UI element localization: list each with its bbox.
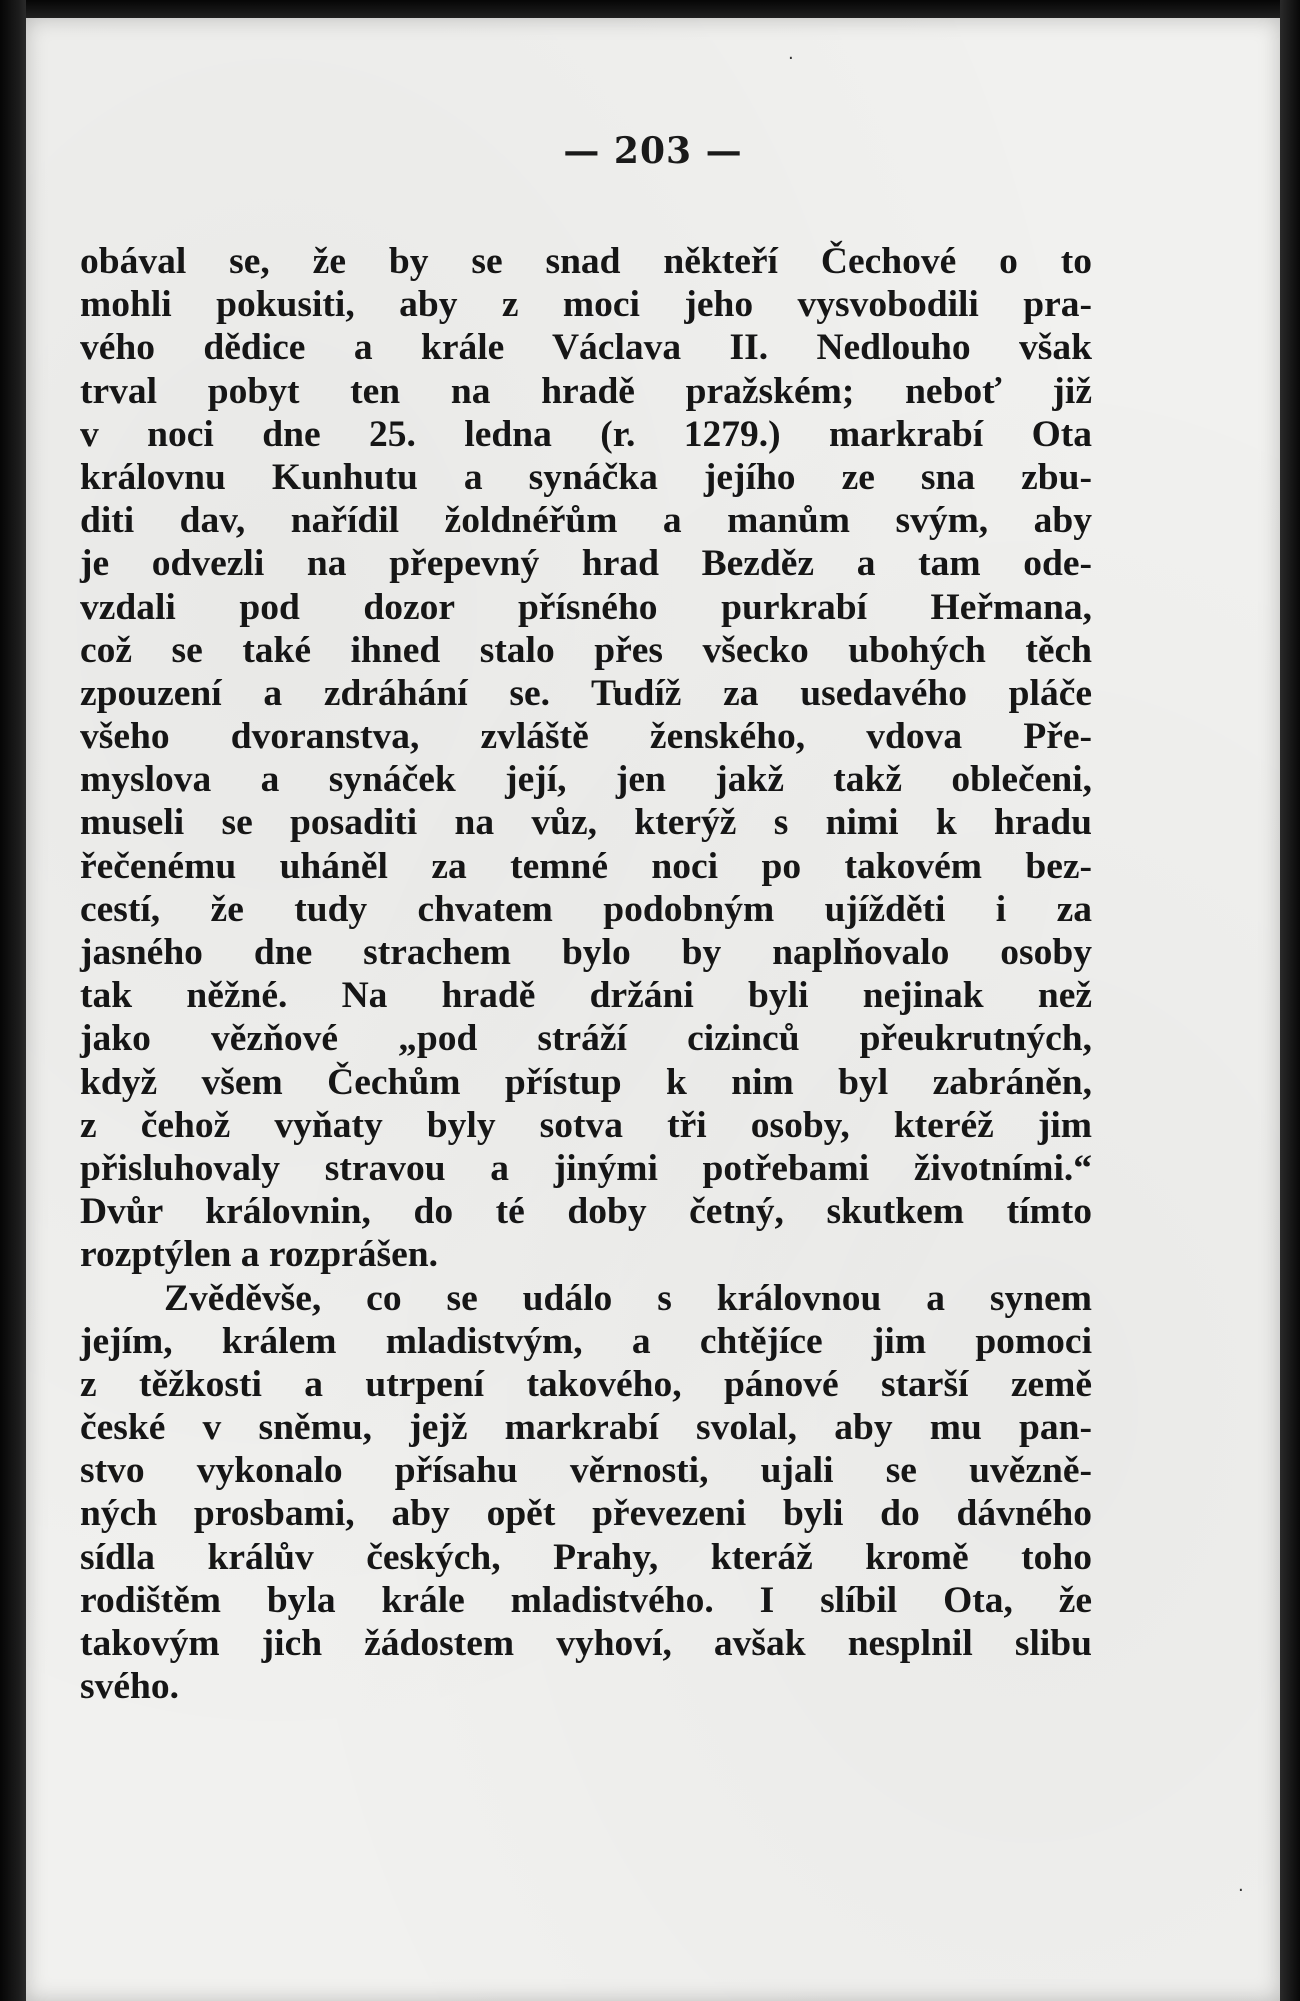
- text-line-30: ných prosbami, aby opět převezeni byli do dávného: [80, 1493, 1092, 1535]
- text-line-14: museli se posaditi na vůz, kterýž s nimi k hradu: [80, 802, 1092, 844]
- text-line-20: když všem Čechům přístup k nim byl zabráněn,: [80, 1061, 1092, 1103]
- text-line-2: mohli pokusiti, aby z moci jeho vysvobodili pra-: [80, 284, 1092, 326]
- text-line-28: české v sněmu, jejž markrabí svolal, aby mu pan-: [80, 1407, 1092, 1449]
- text-line-23: Dvůr královnin, do té doby četný, skutkem tímto: [80, 1191, 1092, 1233]
- scan-speck: ·: [788, 48, 794, 69]
- text-line-29: stvo vykonalo přísahu věrnosti, ujali se uvězně-: [80, 1450, 1092, 1492]
- scan-edge-left: [0, 0, 26, 2001]
- text-line-31: sídla králův českých, Prahy, kteráž kromě toho: [80, 1536, 1092, 1578]
- text-line-13: myslova a synáček její, jen jakž takž oblečeni,: [80, 759, 1092, 801]
- text-line-34: svého.: [80, 1666, 179, 1708]
- text-line-11: zpouzení a zdráhání se. Tudíž za usedavého pláče: [80, 672, 1092, 714]
- book-page: [26, 18, 1280, 2001]
- text-line-24: rozptýlen a rozprášen.: [80, 1234, 438, 1276]
- text-line-19: jako vězňové „pod stráží cizinců přeukrutných,: [80, 1018, 1092, 1060]
- text-line-21: z čehož vyňaty byly sotva tři osoby, kteréž jim: [80, 1104, 1092, 1146]
- text-line-25: Zvěděvše, co se událo s královnou a synem: [164, 1277, 1092, 1319]
- text-line-4: trval pobyt ten na hradě pražském; neboť již: [80, 370, 1092, 412]
- scan-edge-top: [0, 0, 1300, 18]
- text-line-12: všeho dvoranstva, zvláště ženského, vdova Pře-: [80, 716, 1092, 758]
- text-line-17: jasného dne strachem bylo by naplňovalo osoby: [80, 932, 1092, 973]
- text-line-5: v noci dne 25. ledna (r. 1279.) markrabí Ota: [80, 413, 1092, 455]
- text-line-1: obával se, že by se snad někteří Čechové o to: [80, 241, 1092, 282]
- text-line-27: z těžkosti a utrpení takového, pánové starší země: [80, 1363, 1092, 1405]
- text-line-15: řečenému uháněl za temné noci po takovém bez-: [80, 845, 1092, 887]
- text-line-8: je odvezli na přepevný hrad Bezděz a tam ode-: [80, 543, 1092, 585]
- text-line-32: rodištěm byla krále mladistvého. I slíbil Ota, že: [80, 1579, 1092, 1621]
- text-line-18: tak něžné. Na hradě držáni byli nejinak než: [80, 975, 1092, 1017]
- page-number: — 203 —: [563, 130, 743, 172]
- text-line-33: takovým jich žádostem vyhoví, avšak nesplnil slibu: [80, 1623, 1092, 1664]
- text-line-16: cestí, že tudy chvatem podobným ujížděti i za: [80, 888, 1092, 930]
- scan-speck: ·: [1238, 1880, 1244, 1901]
- body-text: [80, 240, 1092, 1708]
- text-line-26: jejím, králem mladistvým, a chtějíce jim pomoci: [80, 1320, 1092, 1362]
- text-line-10: což se také ihned stalo přes všecko ubohých těch: [80, 629, 1092, 671]
- text-line-3: vého dědice a krále Václava II. Nedlouho však: [80, 327, 1092, 369]
- text-line-7: diti dav, nařídil žoldnéřům a manům svým, aby: [80, 500, 1092, 542]
- text-line-9: vzdali pod dozor přísného purkrabí Heřmana,: [80, 586, 1092, 628]
- text-line-22: přisluhovaly stravou a jinými potřebami životními.“: [80, 1147, 1092, 1189]
- scan-edge-right: [1280, 0, 1300, 2001]
- text-line-6: královnu Kunhutu a synáčka jejího ze sna zbu-: [80, 456, 1092, 498]
